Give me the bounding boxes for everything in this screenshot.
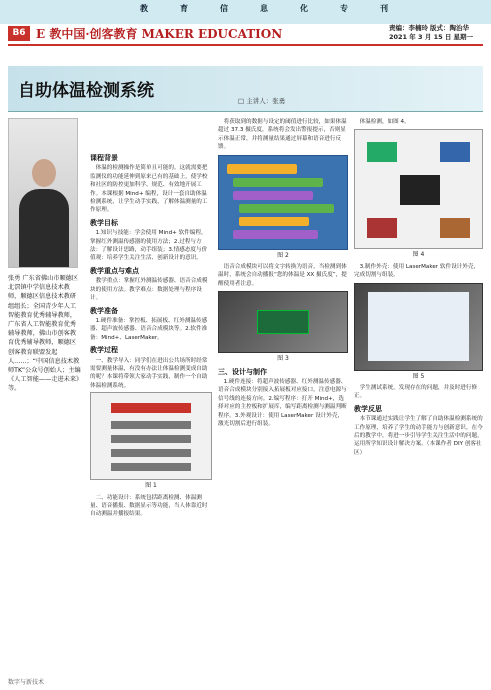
header-rule [8,44,483,46]
heading-preparation: 教学准备 [90,306,118,315]
paragraph: 1.硬件连接：将超声波传感器、红外测温传感器、语音合成模块分别接入拓展板对应接口，注意电源与信号线的连接方向。2.编写程序：打开 Mind+，选择对应的主控板和扩展库，编写距离检测与测温判断程序。3.外观设计：使用 LaserMaker 设计外壳，激光切割后进行组装。 [218,379,347,428]
figure-2-caption: 图 2 [277,251,289,259]
module [440,142,470,162]
figure-4-caption: 图 4 [412,251,425,259]
heading-key-points: 教学重点与难点 [90,266,139,275]
module [440,218,470,238]
code-block [239,217,309,226]
strip-char: 刊 [380,4,390,13]
figure-5-caption: 图 5 [412,372,425,380]
author-photo [8,118,78,268]
flow-box [111,435,191,443]
paragraph: 语音合成模块可以将文字转换为语音，当检测到体温时，系统会自动播报“您的体温是 XX 摄氏度”，提醒使用者注意。 [218,264,347,287]
paragraph: 学生测试系统，发现存在的问题，并及时进行修正。 [354,385,478,400]
paragraph: 3.制作外壳：使用 LaserMaker 软件设计外壳，完成切割与组装。 [354,263,480,279]
paragraph: 1.硬件准备：掌控板、拓展板、红外测温传感器、超声波传感器、语音合成模块等。2.软件准备：Mind+、LaserMaker。 [90,317,208,341]
designer-label: 版式：陶治华 [430,24,470,32]
module [367,218,397,238]
article-headline: 自助体温检测系统 [18,81,154,101]
weekday: 星期一 [453,32,473,41]
strip-char: 信 [220,4,230,13]
paragraph: 体温的检测操作是简单且可能的。这就需要把监测仪的功能延伸到原来已有的基础上，使学校和社区的防控更加科学、规范、有效地开展工作。本课根据 Mind+ 编程，设计一套自助体温检测系统，让学生动手实践，了解体温测量的工作原理。 [90,165,208,214]
figure-4-image [354,129,483,249]
code-block [233,230,318,239]
paragraph: 教学重点：掌握红外测温传感器、语音合成模块的使用方法。教学难点：数据处理与程序设计。 [90,278,208,302]
figure-3-caption: 图 3 [277,355,289,363]
module [367,142,397,162]
paragraph: 1.知识与技能：学会使用 Mind+ 软件编程，掌握红外测温传感器的使用方法；2.过程与方法：了解设计思路，动手组装；3.情感态度与价值观：培养学生关注生活、创新设计的意识。 [90,230,208,262]
paragraph: 本节课通过实践让学生了解了自助体温检测系统的工作原理，培养了学生的动手能力与创新意识。在今后的教学中，将进一步引导学生关注生活中的问题，运用所学知识设计解决方案。（本课作者 DIY 创客社区） [354,416,483,456]
flow-box [111,449,191,457]
header-strip [0,0,491,24]
figure-1-image [90,392,212,480]
author-sidebar [8,118,82,686]
paragraph: 体温检测，如图 4。 [359,119,410,125]
article-banner [8,66,483,112]
header-row [0,24,491,44]
figure-1-caption: 图 1 [145,482,157,490]
circuit-board [257,310,308,334]
photo-torso [19,189,69,268]
heading-goals: 教学目标 [90,218,118,227]
code-block [233,191,313,200]
device-body [368,292,470,361]
flow-box [111,421,191,429]
flow-box [111,463,191,471]
editor-label: 责编：李楠玲 [388,24,428,32]
figure-2-image [218,155,348,250]
code-block [239,204,334,213]
author-bio: 张勇 广东省佛山市顺德区北滘镇中学信息技术教师，顺德区信息技术教研组组长；全国青少年人工智能教育优秀辅导教师，广东省人工智能教育优秀辅导教师，佛山市创客教育优秀辅导教师，顺德区创客教育联盟发起人……；“中国信息技术教师TK”公众号创始人；主编《人工智能——走进未来》等。 [8,275,81,393]
column-3 [354,118,483,459]
strip-char: 教 [140,4,150,13]
heading-process: 教学过程 [90,346,118,355]
column-1 [90,150,212,521]
section-title: E 教中国·创客教育 MAKER EDUCATION [36,27,283,41]
photo-head [32,159,56,187]
heading-design: 三、设计与制作 [218,367,267,376]
figure-3-image [218,291,348,353]
sidebar-footer: 数字与新技术 [8,679,45,686]
page-number-badge: B6 [8,26,30,41]
paragraph: 一、教学导入：同学们在进出公共场所时经常需要测量体温，有没有办法让体温检测变成自助的呢？本课将带领大家动手实践，制作一个自助体温检测系统。 [90,357,208,389]
module [400,175,440,205]
strip-char: 化 [300,4,310,13]
strip-char: 育 [180,4,190,13]
strip-char: 息 [260,4,270,13]
column-2 [218,118,348,431]
heading-background: 课程背景 [90,154,118,162]
page-meta [389,24,473,41]
strip-title [140,3,390,14]
host-byline: □ 主讲人：张勇 [238,97,286,105]
heading-reflection: 教学反思 [354,404,382,413]
code-block [227,164,297,174]
issue-date: 2021 年 3 月 15 日 [388,32,452,41]
code-block [233,178,323,187]
paragraph: 二、功能设计：系统包括距离检测、体温测量、语音播报、数据显示等功能，当人体靠近时自动测温并播报结果。 [90,494,208,518]
figure-5-image [354,283,483,371]
flow-box [111,403,191,413]
paragraph: 将获取到的数据与设定的阈值进行比较，如果体温超过 37.3 摄氏度，系统将会发出警报提示，否则显示体温正常，并将测量结果通过屏幕和语音进行反馈。 [218,119,347,151]
strip-char: 专 [340,4,350,13]
